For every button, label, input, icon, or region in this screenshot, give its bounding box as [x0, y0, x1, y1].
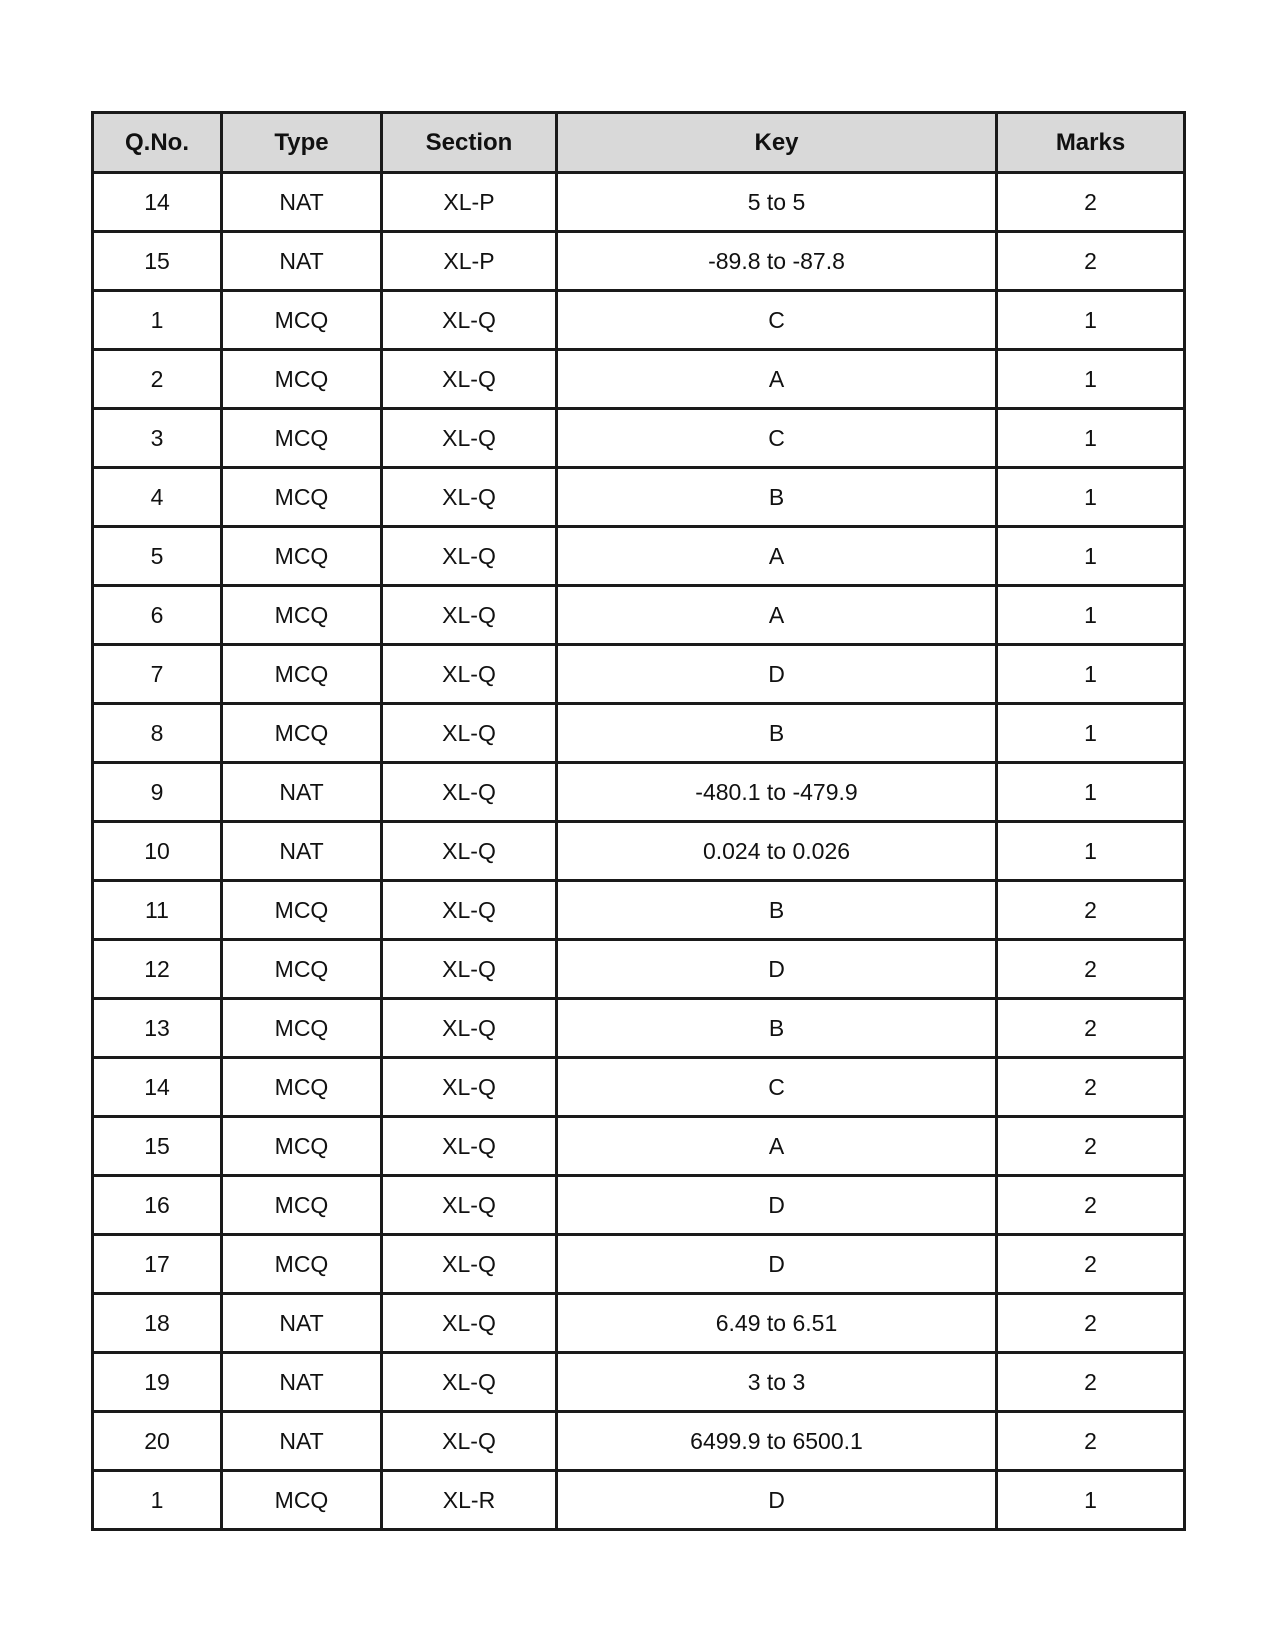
marks-cell: 2 — [997, 1235, 1185, 1294]
section-cell: XL-Q — [382, 704, 557, 763]
section-cell: XL-Q — [382, 1058, 557, 1117]
type-cell: MCQ — [222, 999, 382, 1058]
table-row — [93, 1235, 1185, 1294]
type-cell: NAT — [222, 1353, 382, 1412]
key-cell: A — [557, 527, 997, 586]
table-row — [93, 468, 1185, 527]
marks-cell: 1 — [997, 822, 1185, 881]
key-cell: C — [557, 291, 997, 350]
qno-cell: 10 — [93, 822, 222, 881]
key-cell: 6.49 to 6.51 — [557, 1294, 997, 1353]
qno-cell: 17 — [93, 1235, 222, 1294]
marks-cell: 1 — [997, 704, 1185, 763]
section-cell: XL-Q — [382, 1176, 557, 1235]
table-row — [93, 881, 1185, 940]
section-cell: XL-Q — [382, 291, 557, 350]
key-cell: D — [557, 1471, 997, 1530]
key-cell: B — [557, 704, 997, 763]
type-cell: MCQ — [222, 881, 382, 940]
qno-cell: 15 — [93, 232, 222, 291]
marks-cell: 1 — [997, 291, 1185, 350]
table-row — [93, 173, 1185, 232]
qno-cell: 6 — [93, 586, 222, 645]
key-cell: 6499.9 to 6500.1 — [557, 1412, 997, 1471]
qno-cell: 12 — [93, 940, 222, 999]
key-cell: B — [557, 468, 997, 527]
type-cell: MCQ — [222, 291, 382, 350]
table-row — [93, 1412, 1185, 1471]
qno-cell: 7 — [93, 645, 222, 704]
qno-cell: 8 — [93, 704, 222, 763]
table-row — [93, 940, 1185, 999]
table-row — [93, 350, 1185, 409]
marks-cell: 1 — [997, 586, 1185, 645]
section-cell: XL-Q — [382, 468, 557, 527]
qno-cell: 11 — [93, 881, 222, 940]
table-row — [93, 291, 1185, 350]
type-cell: MCQ — [222, 704, 382, 763]
section-cell: XL-Q — [382, 1353, 557, 1412]
table-row — [93, 763, 1185, 822]
column-header-key: Key — [557, 113, 997, 173]
section-cell: XL-R — [382, 1471, 557, 1530]
table-row — [93, 527, 1185, 586]
type-cell: NAT — [222, 1294, 382, 1353]
type-cell: MCQ — [222, 350, 382, 409]
key-cell: 3 to 3 — [557, 1353, 997, 1412]
table-row — [93, 645, 1185, 704]
key-cell: B — [557, 999, 997, 1058]
marks-cell: 1 — [997, 468, 1185, 527]
table-row — [93, 999, 1185, 1058]
qno-cell: 14 — [93, 173, 222, 232]
qno-cell: 3 — [93, 409, 222, 468]
qno-cell: 14 — [93, 1058, 222, 1117]
marks-cell: 2 — [997, 1117, 1185, 1176]
marks-cell: 1 — [997, 1471, 1185, 1530]
key-cell: C — [557, 1058, 997, 1117]
qno-cell: 1 — [93, 291, 222, 350]
section-cell: XL-Q — [382, 999, 557, 1058]
table-row — [93, 1117, 1185, 1176]
qno-cell: 1 — [93, 1471, 222, 1530]
type-cell: MCQ — [222, 409, 382, 468]
column-header-section: Section — [382, 113, 557, 173]
marks-cell: 2 — [997, 1294, 1185, 1353]
marks-cell: 2 — [997, 1412, 1185, 1471]
section-cell: XL-Q — [382, 1235, 557, 1294]
marks-cell: 1 — [997, 645, 1185, 704]
section-cell: XL-P — [382, 232, 557, 291]
type-cell: MCQ — [222, 586, 382, 645]
key-cell: A — [557, 1117, 997, 1176]
column-header-marks: Marks — [997, 113, 1185, 173]
key-cell: 0.024 to 0.026 — [557, 822, 997, 881]
marks-cell: 1 — [997, 409, 1185, 468]
qno-cell: 15 — [93, 1117, 222, 1176]
type-cell: NAT — [222, 822, 382, 881]
key-cell: A — [557, 586, 997, 645]
key-cell: -480.1 to -479.9 — [557, 763, 997, 822]
column-header-qno: Q.No. — [93, 113, 222, 173]
answer-key-table — [91, 111, 1186, 1531]
type-cell: MCQ — [222, 1176, 382, 1235]
qno-cell: 18 — [93, 1294, 222, 1353]
type-cell: NAT — [222, 232, 382, 291]
marks-cell: 2 — [997, 940, 1185, 999]
table-row — [93, 409, 1185, 468]
type-cell: MCQ — [222, 1235, 382, 1294]
table-row — [93, 704, 1185, 763]
marks-cell: 2 — [997, 881, 1185, 940]
column-header-type: Type — [222, 113, 382, 173]
section-cell: XL-P — [382, 173, 557, 232]
key-cell: D — [557, 1235, 997, 1294]
marks-cell: 2 — [997, 1058, 1185, 1117]
table-row — [93, 1058, 1185, 1117]
table-row — [93, 1353, 1185, 1412]
key-cell: 5 to 5 — [557, 173, 997, 232]
table-row — [93, 586, 1185, 645]
key-cell: B — [557, 881, 997, 940]
type-cell: MCQ — [222, 527, 382, 586]
marks-cell: 2 — [997, 1353, 1185, 1412]
table-body — [93, 173, 1185, 1530]
section-cell: XL-Q — [382, 940, 557, 999]
marks-cell: 2 — [997, 232, 1185, 291]
qno-cell: 13 — [93, 999, 222, 1058]
qno-cell: 4 — [93, 468, 222, 527]
section-cell: XL-Q — [382, 645, 557, 704]
key-cell: -89.8 to -87.8 — [557, 232, 997, 291]
marks-cell: 1 — [997, 527, 1185, 586]
table-row — [93, 1294, 1185, 1353]
section-cell: XL-Q — [382, 1117, 557, 1176]
type-cell: MCQ — [222, 1058, 382, 1117]
key-cell: D — [557, 1176, 997, 1235]
type-cell: NAT — [222, 173, 382, 232]
key-cell: D — [557, 645, 997, 704]
type-cell: MCQ — [222, 468, 382, 527]
marks-cell: 1 — [997, 350, 1185, 409]
table-row — [93, 1471, 1185, 1530]
type-cell: NAT — [222, 763, 382, 822]
key-cell: A — [557, 350, 997, 409]
marks-cell: 2 — [997, 1176, 1185, 1235]
section-cell: XL-Q — [382, 586, 557, 645]
qno-cell: 9 — [93, 763, 222, 822]
qno-cell: 2 — [93, 350, 222, 409]
qno-cell: 20 — [93, 1412, 222, 1471]
qno-cell: 16 — [93, 1176, 222, 1235]
key-cell: D — [557, 940, 997, 999]
type-cell: MCQ — [222, 1471, 382, 1530]
table-header-row — [93, 113, 1185, 173]
qno-cell: 19 — [93, 1353, 222, 1412]
section-cell: XL-Q — [382, 1294, 557, 1353]
type-cell: MCQ — [222, 1117, 382, 1176]
section-cell: XL-Q — [382, 527, 557, 586]
qno-cell: 5 — [93, 527, 222, 586]
type-cell: MCQ — [222, 940, 382, 999]
table-row — [93, 232, 1185, 291]
marks-cell: 2 — [997, 173, 1185, 232]
section-cell: XL-Q — [382, 763, 557, 822]
section-cell: XL-Q — [382, 822, 557, 881]
key-cell: C — [557, 409, 997, 468]
marks-cell: 2 — [997, 999, 1185, 1058]
table-row — [93, 822, 1185, 881]
marks-cell: 1 — [997, 763, 1185, 822]
section-cell: XL-Q — [382, 409, 557, 468]
type-cell: NAT — [222, 1412, 382, 1471]
section-cell: XL-Q — [382, 881, 557, 940]
table-row — [93, 1176, 1185, 1235]
section-cell: XL-Q — [382, 350, 557, 409]
section-cell: XL-Q — [382, 1412, 557, 1471]
type-cell: MCQ — [222, 645, 382, 704]
